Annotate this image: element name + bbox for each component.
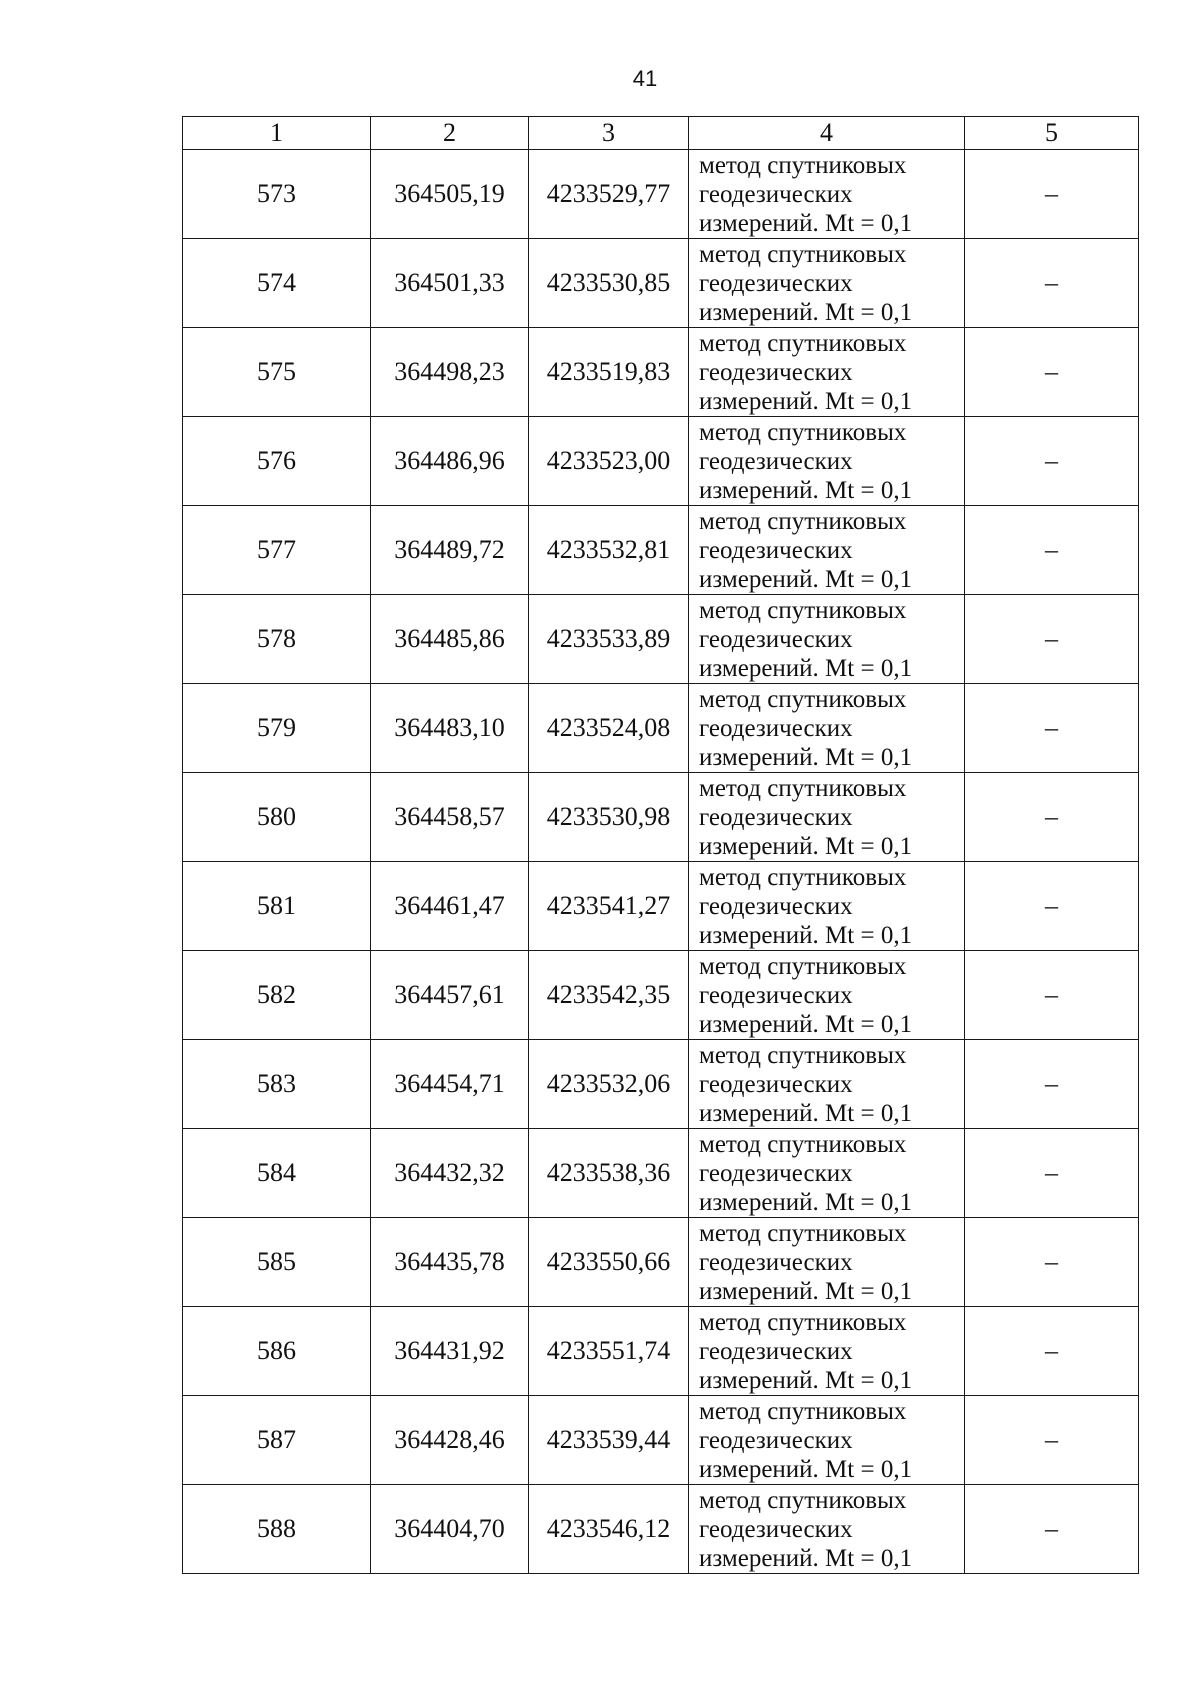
method-line: геодезических [699, 1426, 853, 1454]
x-coordinate-cell: 364483,10 [371, 684, 529, 773]
method-line: метод спутниковых [699, 507, 907, 535]
method-cell [689, 684, 965, 773]
x-coordinate-cell: 364485,86 [371, 595, 529, 684]
method-cell [689, 1396, 965, 1485]
method-line: метод спутниковых [699, 1041, 907, 1069]
table-row [183, 239, 1139, 328]
table-row [183, 1485, 1139, 1574]
method-line: измерений. Mt = 0,1 [699, 921, 913, 949]
y-coordinate-cell: 4233530,85 [529, 239, 689, 328]
y-coordinate-cell: 4233524,08 [529, 684, 689, 773]
method-line: метод спутниковых [699, 329, 907, 357]
method-line: метод спутниковых [699, 1308, 907, 1336]
method-line: метод спутниковых [699, 151, 907, 179]
point-number-cell: 583 [183, 1040, 371, 1129]
method-line: метод спутниковых [699, 863, 907, 891]
method-cell [689, 1307, 965, 1396]
y-coordinate-cell: 4233551,74 [529, 1307, 689, 1396]
method-cell [689, 773, 965, 862]
table-row [183, 951, 1139, 1040]
note-cell: – [965, 417, 1139, 506]
method-cell [689, 417, 965, 506]
method-cell [689, 1485, 965, 1574]
method-line: измерений. Mt = 0,1 [699, 476, 913, 504]
note-cell: – [965, 1129, 1139, 1218]
x-coordinate-cell: 364435,78 [371, 1218, 529, 1307]
table-row [183, 595, 1139, 684]
method-line: измерений. Mt = 0,1 [699, 1277, 913, 1305]
y-coordinate-cell: 4233532,81 [529, 506, 689, 595]
method-line: метод спутниковых [699, 1397, 907, 1425]
method-line: измерений. Mt = 0,1 [699, 298, 913, 326]
method-line: геодезических [699, 625, 853, 653]
x-coordinate-cell: 364489,72 [371, 506, 529, 595]
method-line: измерений. Mt = 0,1 [699, 743, 913, 771]
method-line: геодезических [699, 981, 853, 1009]
point-number-cell: 575 [183, 328, 371, 417]
method-line: геодезических [699, 1337, 853, 1365]
method-cell [689, 595, 965, 684]
method-line: метод спутниковых [699, 1486, 907, 1514]
method-cell [689, 1218, 965, 1307]
table-row [183, 1040, 1139, 1129]
method-cell [689, 506, 965, 595]
note-cell: – [965, 595, 1139, 684]
method-line: измерений. Mt = 0,1 [699, 832, 913, 860]
method-line: измерений. Mt = 0,1 [699, 1099, 913, 1127]
method-line: измерений. Mt = 0,1 [699, 387, 913, 415]
method-line: геодезических [699, 1515, 853, 1543]
note-cell: – [965, 1485, 1139, 1574]
point-number-cell: 585 [183, 1218, 371, 1307]
method-line: измерений. Mt = 0,1 [699, 1544, 913, 1572]
table-row [183, 862, 1139, 951]
x-coordinate-cell: 364457,61 [371, 951, 529, 1040]
header-col-1: 1 [183, 117, 371, 150]
point-number-cell: 582 [183, 951, 371, 1040]
table-row [183, 506, 1139, 595]
note-cell: – [965, 239, 1139, 328]
point-number-cell: 586 [183, 1307, 371, 1396]
note-cell: – [965, 1396, 1139, 1485]
method-cell [689, 150, 965, 239]
point-number-cell: 573 [183, 150, 371, 239]
y-coordinate-cell: 4233550,66 [529, 1218, 689, 1307]
method-line: геодезических [699, 269, 853, 297]
y-coordinate-cell: 4233542,35 [529, 951, 689, 1040]
method-line: метод спутниковых [699, 240, 907, 268]
y-coordinate-cell: 4233538,36 [529, 1129, 689, 1218]
method-line: геодезических [699, 1070, 853, 1098]
table-header-row [183, 117, 1139, 150]
header-col-5: 5 [965, 117, 1139, 150]
note-cell: – [965, 684, 1139, 773]
y-coordinate-cell: 4233529,77 [529, 150, 689, 239]
table-row [183, 328, 1139, 417]
point-number-cell: 576 [183, 417, 371, 506]
method-line: геодезических [699, 803, 853, 831]
table-row [183, 1218, 1139, 1307]
method-line: метод спутниковых [699, 418, 907, 446]
x-coordinate-cell: 364432,32 [371, 1129, 529, 1218]
method-line: метод спутниковых [699, 1219, 907, 1247]
point-number-cell: 581 [183, 862, 371, 951]
y-coordinate-cell: 4233530,98 [529, 773, 689, 862]
method-line: метод спутниковых [699, 774, 907, 802]
note-cell: – [965, 1307, 1139, 1396]
method-line: геодезических [699, 536, 853, 564]
note-cell: – [965, 1040, 1139, 1129]
note-cell: – [965, 951, 1139, 1040]
method-line: измерений. Mt = 0,1 [699, 1188, 913, 1216]
point-number-cell: 580 [183, 773, 371, 862]
method-cell [689, 1129, 965, 1218]
table-row [183, 684, 1139, 773]
point-number-cell: 578 [183, 595, 371, 684]
x-coordinate-cell: 364501,33 [371, 239, 529, 328]
x-coordinate-cell: 364486,96 [371, 417, 529, 506]
y-coordinate-cell: 4233519,83 [529, 328, 689, 417]
method-cell [689, 328, 965, 417]
method-cell [689, 239, 965, 328]
point-number-cell: 587 [183, 1396, 371, 1485]
note-cell: – [965, 862, 1139, 951]
method-line: измерений. Mt = 0,1 [699, 1366, 913, 1394]
method-cell [689, 951, 965, 1040]
method-line: измерений. Mt = 0,1 [699, 1455, 913, 1483]
note-cell: – [965, 150, 1139, 239]
method-line: измерений. Mt = 0,1 [699, 654, 913, 682]
point-number-cell: 579 [183, 684, 371, 773]
coordinates-table [182, 116, 1139, 1574]
method-line: метод спутниковых [699, 952, 907, 980]
method-line: геодезических [699, 892, 853, 920]
y-coordinate-cell: 4233523,00 [529, 417, 689, 506]
point-number-cell: 574 [183, 239, 371, 328]
note-cell: – [965, 1218, 1139, 1307]
y-coordinate-cell: 4233532,06 [529, 1040, 689, 1129]
x-coordinate-cell: 364404,70 [371, 1485, 529, 1574]
note-cell: – [965, 506, 1139, 595]
table-row [183, 417, 1139, 506]
x-coordinate-cell: 364431,92 [371, 1307, 529, 1396]
method-line: геодезических [699, 358, 853, 386]
header-col-2: 2 [371, 117, 529, 150]
y-coordinate-cell: 4233541,27 [529, 862, 689, 951]
method-line: геодезических [699, 1248, 853, 1276]
x-coordinate-cell: 364461,47 [371, 862, 529, 951]
x-coordinate-cell: 364458,57 [371, 773, 529, 862]
page-number: 41 [632, 66, 658, 91]
header-col-3: 3 [529, 117, 689, 150]
method-line: измерений. Mt = 0,1 [699, 209, 913, 237]
method-line: метод спутниковых [699, 685, 907, 713]
method-line: измерений. Mt = 0,1 [699, 1010, 913, 1038]
method-line: измерений. Mt = 0,1 [699, 565, 913, 593]
method-line: метод спутниковых [699, 596, 907, 624]
table-row [183, 1396, 1139, 1485]
header-col-4: 4 [689, 117, 965, 150]
point-number-cell: 584 [183, 1129, 371, 1218]
method-line: геодезических [699, 447, 853, 475]
point-number-cell: 577 [183, 506, 371, 595]
method-cell [689, 862, 965, 951]
table-row [183, 1129, 1139, 1218]
note-cell: – [965, 773, 1139, 862]
table-row [183, 773, 1139, 862]
method-line: геодезических [699, 180, 853, 208]
method-line: геодезических [699, 714, 853, 742]
note-cell: – [965, 328, 1139, 417]
table-row [183, 1307, 1139, 1396]
y-coordinate-cell: 4233539,44 [529, 1396, 689, 1485]
x-coordinate-cell: 364428,46 [371, 1396, 529, 1485]
point-number-cell: 588 [183, 1485, 371, 1574]
x-coordinate-cell: 364505,19 [371, 150, 529, 239]
method-cell [689, 1040, 965, 1129]
y-coordinate-cell: 4233533,89 [529, 595, 689, 684]
table-body [183, 150, 1139, 1574]
y-coordinate-cell: 4233546,12 [529, 1485, 689, 1574]
method-line: метод спутниковых [699, 1130, 907, 1158]
method-line: геодезических [699, 1159, 853, 1187]
x-coordinate-cell: 364498,23 [371, 328, 529, 417]
table-row [183, 150, 1139, 239]
x-coordinate-cell: 364454,71 [371, 1040, 529, 1129]
